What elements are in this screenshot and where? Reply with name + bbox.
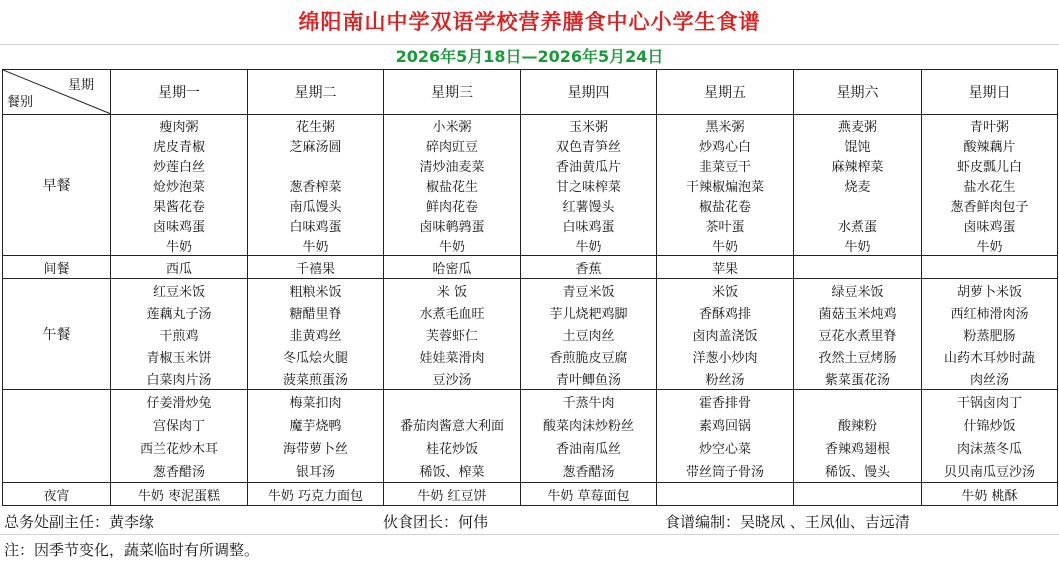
dish-cell xyxy=(922,256,1058,279)
dish-cell: 虎皮青椒 xyxy=(111,135,248,155)
dish-cell: 椒盐花生 xyxy=(384,175,521,195)
footer-editors: 食谱编制：吴晓凤 、王凤仙、吉远清 xyxy=(665,513,910,531)
dinner-row xyxy=(3,413,1058,436)
dish-cell: 西瓜 xyxy=(111,256,248,279)
dish-cell: 椒盐花卷 xyxy=(657,195,794,215)
lunch-row xyxy=(3,301,1058,323)
breakfast-row xyxy=(3,135,1058,155)
dish-cell: 卤肉盖浇饭 xyxy=(657,323,794,345)
dish-cell: 菌菇玉米炖鸡 xyxy=(794,301,922,323)
breakfast-row xyxy=(3,115,1058,136)
day-header: 星期四 xyxy=(521,70,657,115)
footer-canteen-head: 伙食团长：何伟 xyxy=(383,513,489,531)
dish-cell: 孜然土豆烤肠 xyxy=(794,345,922,367)
dish-cell: 芙蓉虾仁 xyxy=(384,323,521,345)
dish-cell: 山药木耳炒时蔬 xyxy=(922,345,1058,367)
dish-cell: 炒空心菜 xyxy=(657,436,794,459)
dish-cell: 玉米粥 xyxy=(521,115,657,136)
dish-cell: 豆沙汤 xyxy=(384,367,521,390)
dish-cell xyxy=(657,483,794,506)
dish-cell: 香煎脆皮豆腐 xyxy=(521,345,657,367)
dish-cell: 茶叶蛋 xyxy=(657,215,794,235)
dish-cell: 香油黄瓜片 xyxy=(521,155,657,175)
corner-cell xyxy=(3,70,111,115)
dish-cell: 牛奶 xyxy=(521,235,657,256)
dish-cell: 冬瓜烩火腿 xyxy=(248,345,384,367)
day-header: 星期二 xyxy=(248,70,384,115)
dish-cell: 干辣椒煸泡菜 xyxy=(657,175,794,195)
dish-cell: 麻辣榨菜 xyxy=(794,155,922,175)
dish-cell xyxy=(794,256,922,279)
dish-cell: 干锅卤肉丁 xyxy=(922,390,1058,414)
dish-cell: 韭黄鸡丝 xyxy=(248,323,384,345)
dish-cell: 宫保肉丁 xyxy=(111,413,248,436)
dish-cell: 果酱花卷 xyxy=(111,195,248,215)
lunch-row xyxy=(3,367,1058,390)
dish-cell: 梅菜扣肉 xyxy=(248,390,384,414)
lunch-label: 午餐 xyxy=(3,279,111,390)
dish-cell: 豆花水煮里脊 xyxy=(794,323,922,345)
menu-table xyxy=(2,69,1058,506)
dish-cell: 炒莲白丝 xyxy=(111,155,248,175)
dish-cell: 紫菜蛋花汤 xyxy=(794,367,922,390)
dish-cell: 番茄肉酱意大利面 xyxy=(384,413,521,436)
dish-cell: 牛奶 xyxy=(111,235,248,256)
dish-cell: 肉丝汤 xyxy=(922,367,1058,390)
dish-cell: 芝麻汤圆 xyxy=(248,135,384,155)
dish-cell: 青椒玉米饼 xyxy=(111,345,248,367)
dish-cell xyxy=(248,155,384,175)
dish-cell: 洋葱小炒肉 xyxy=(657,345,794,367)
corner-week-label: 星期 xyxy=(67,78,94,93)
dish-cell: 卤味鸡蛋 xyxy=(922,215,1058,235)
dish-cell: 莲藕丸子汤 xyxy=(111,301,248,323)
dish-cell xyxy=(794,483,922,506)
dish-cell: 红豆米饭 xyxy=(111,279,248,302)
lunch-row xyxy=(3,279,1058,302)
dish-cell: 带丝筒子骨汤 xyxy=(657,459,794,483)
dish-cell: 青豆米饭 xyxy=(521,279,657,302)
dish-cell: 素鸡回锅 xyxy=(657,413,794,436)
dish-cell: 胡萝卜米饭 xyxy=(922,279,1058,302)
dish-cell xyxy=(794,390,922,414)
breakfast-row xyxy=(3,175,1058,195)
day-header: 星期三 xyxy=(384,70,521,115)
dish-cell: 烧麦 xyxy=(794,175,922,195)
dish-cell: 米 饭 xyxy=(384,279,521,302)
dish-cell: 葱香醋汤 xyxy=(521,459,657,483)
dish-cell: 牛奶 枣泥蛋糕 xyxy=(111,483,248,506)
dish-cell: 肉沫蒸冬瓜 xyxy=(922,436,1058,459)
dish-cell: 黑米粥 xyxy=(657,115,794,136)
dish-cell: 千蒸牛肉 xyxy=(521,390,657,414)
sheet-title: 绵阳南山中学双语学校营养膳食中心小学生食谱 xyxy=(0,0,1059,45)
dish-cell: 酸辣藕片 xyxy=(922,135,1058,155)
footer-note: 注：因季节变化，蔬菜临时有所调整。 xyxy=(4,541,260,559)
day-header: 星期一 xyxy=(111,70,248,115)
dish-cell: 香蕉 xyxy=(521,256,657,279)
dish-cell: 绿豆米饭 xyxy=(794,279,922,302)
dish-cell: 牛奶 红豆饼 xyxy=(384,483,521,506)
dish-cell: 炒鸡心白 xyxy=(657,135,794,155)
dish-cell: 粉丝汤 xyxy=(657,367,794,390)
dish-cell: 瘦肉粥 xyxy=(111,115,248,136)
dish-cell: 青叶粥 xyxy=(922,115,1058,136)
breakfast-label: 早餐 xyxy=(3,115,111,256)
menu-body xyxy=(3,70,1058,506)
dish-cell: 西兰花炒木耳 xyxy=(111,436,248,459)
breakfast-row xyxy=(3,235,1058,256)
snack-row xyxy=(3,256,1058,279)
dish-cell: 韭菜豆干 xyxy=(657,155,794,175)
dish-cell: 米饭 xyxy=(657,279,794,302)
dish-cell: 霍香排骨 xyxy=(657,390,794,414)
dish-cell: 牛奶 xyxy=(384,235,521,256)
dish-cell: 牛奶 草莓面包 xyxy=(521,483,657,506)
dish-cell: 牛奶 xyxy=(922,235,1058,256)
dish-cell xyxy=(384,390,521,414)
dish-cell: 水煮毛血旺 xyxy=(384,301,521,323)
dish-cell: 土豆肉丝 xyxy=(521,323,657,345)
dish-cell: 芋儿烧耙鸡脚 xyxy=(521,301,657,323)
dish-cell: 虾皮瓢儿白 xyxy=(922,155,1058,175)
dish-cell: 葱香榨菜 xyxy=(248,175,384,195)
dish-cell: 酸辣粉 xyxy=(794,413,922,436)
dish-cell: 苹果 xyxy=(657,256,794,279)
dish-cell: 牛奶 桃酥 xyxy=(922,483,1058,506)
dish-cell: 酸菜肉沫炒粉丝 xyxy=(521,413,657,436)
dish-cell: 卤味鸡蛋 xyxy=(111,215,248,235)
date-range: 2026年5月18日—2026年5月24日 xyxy=(395,47,664,66)
dish-cell: 粗粮米饭 xyxy=(248,279,384,302)
dish-cell: 娃娃菜滑肉 xyxy=(384,345,521,367)
day-header: 星期五 xyxy=(657,70,794,115)
dish-cell: 卤味鹌鹑蛋 xyxy=(384,215,521,235)
breakfast-row xyxy=(3,215,1058,235)
dish-cell: 牛奶 巧克力面包 xyxy=(248,483,384,506)
breakfast-row xyxy=(3,155,1058,175)
dish-cell: 香辣鸡翅根 xyxy=(794,436,922,459)
footer-staff xyxy=(0,510,1059,535)
dish-cell: 白味鸡蛋 xyxy=(248,215,384,235)
dish-cell: 银耳汤 xyxy=(248,459,384,483)
dish-cell: 菠菜煎蛋汤 xyxy=(248,367,384,390)
corner-meal-label: 餐别 xyxy=(7,95,34,110)
dish-cell: 稀饭、馒头 xyxy=(794,459,922,483)
lunch-row xyxy=(3,345,1058,367)
dish-cell: 仔姜滑炒兔 xyxy=(111,390,248,414)
dish-cell: 花生粥 xyxy=(248,115,384,136)
dish-cell: 香酥鸡排 xyxy=(657,301,794,323)
dish-cell: 魔芋烧鸭 xyxy=(248,413,384,436)
dish-cell: 水煮蛋 xyxy=(794,215,922,235)
dish-cell xyxy=(794,195,922,215)
dish-cell: 香油南瓜丝 xyxy=(521,436,657,459)
dish-cell: 牛奶 xyxy=(248,235,384,256)
dish-cell: 贝贝南瓜豆沙汤 xyxy=(922,459,1058,483)
lunch-row xyxy=(3,323,1058,345)
dish-cell: 白菜肉片汤 xyxy=(111,367,248,390)
day-header: 星期日 xyxy=(922,70,1058,115)
dish-cell: 稀饭、榨菜 xyxy=(384,459,521,483)
dish-cell: 双色青笋丝 xyxy=(521,135,657,155)
dish-cell: 哈密瓜 xyxy=(384,256,521,279)
dish-cell: 鲜肉花卷 xyxy=(384,195,521,215)
dish-cell: 燕麦粥 xyxy=(794,115,922,136)
supper-label: 夜宵 xyxy=(3,483,111,506)
dish-cell: 粉蒸肥肠 xyxy=(922,323,1058,345)
dish-cell: 南瓜馒头 xyxy=(248,195,384,215)
dish-cell: 炝炒泡菜 xyxy=(111,175,248,195)
dish-cell: 牛奶 xyxy=(794,235,922,256)
supper-row xyxy=(3,483,1058,506)
dish-cell: 甘之味榨菜 xyxy=(521,175,657,195)
dish-cell: 什锦炒饭 xyxy=(922,413,1058,436)
header-row xyxy=(3,70,1058,115)
dish-cell: 桂花炒饭 xyxy=(384,436,521,459)
dish-cell: 盐水花生 xyxy=(922,175,1058,195)
footer-director: 总务处副主任：黄李缘 xyxy=(4,513,155,531)
dish-cell: 牛奶 xyxy=(657,235,794,256)
dish-cell: 清炒油麦菜 xyxy=(384,155,521,175)
breakfast-row xyxy=(3,195,1058,215)
dinner-label xyxy=(3,390,111,483)
dinner-row xyxy=(3,459,1058,483)
dinner-row xyxy=(3,436,1058,459)
day-header: 星期六 xyxy=(794,70,922,115)
dish-cell: 葱香醋汤 xyxy=(111,459,248,483)
dish-cell: 白味鸡蛋 xyxy=(521,215,657,235)
dinner-row xyxy=(3,390,1058,414)
dish-cell: 馄饨 xyxy=(794,135,922,155)
dish-cell: 干煎鸡 xyxy=(111,323,248,345)
dish-cell: 红薯馒头 xyxy=(521,195,657,215)
snack-label: 间餐 xyxy=(3,256,111,279)
dish-cell: 葱香鲜肉包子 xyxy=(922,195,1058,215)
dish-cell: 小米粥 xyxy=(384,115,521,136)
dish-cell: 千禧果 xyxy=(248,256,384,279)
dish-cell: 碎肉豇豆 xyxy=(384,135,521,155)
dish-cell: 糖醋里脊 xyxy=(248,301,384,323)
dish-cell: 青叶鲫鱼汤 xyxy=(521,367,657,390)
dish-cell: 西红柿滑肉汤 xyxy=(922,301,1058,323)
dish-cell: 海带萝卜丝 xyxy=(248,436,384,459)
